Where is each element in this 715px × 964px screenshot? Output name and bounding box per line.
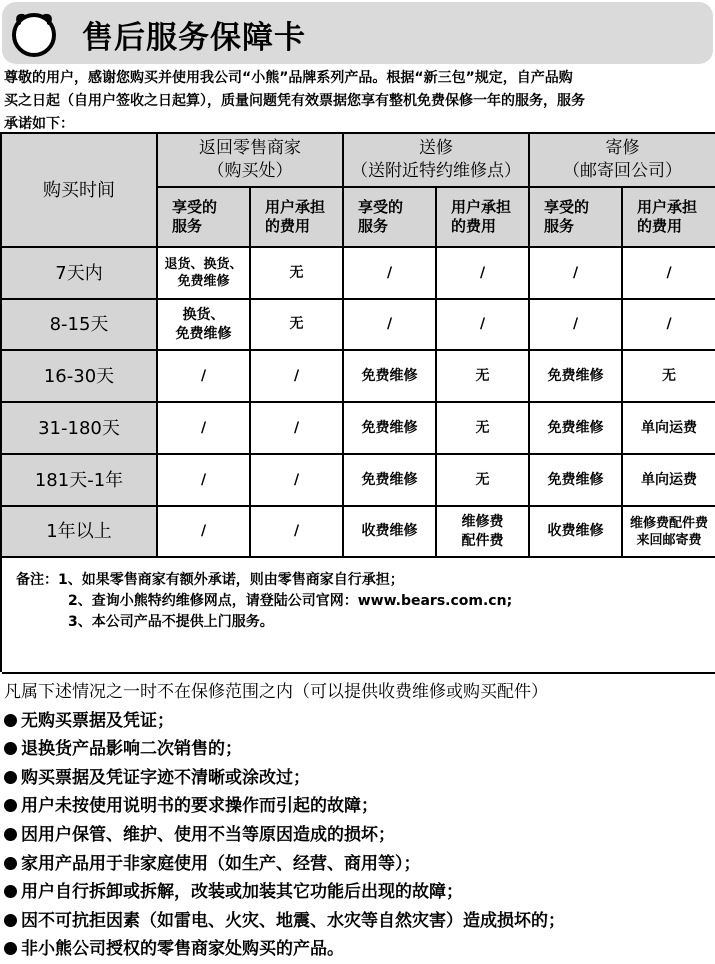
subheader-fee (623, 188, 715, 248)
table-cell (437, 248, 530, 300)
header-group-0 (158, 134, 344, 188)
table-cell (158, 248, 251, 300)
notes-label: 备注： (16, 572, 58, 588)
cell-line: / (479, 316, 486, 332)
cell-line: / (293, 367, 300, 384)
cell-line: 用户承担 (265, 198, 326, 216)
cell-line: 免费维修 (361, 367, 418, 384)
bullet-icon (4, 942, 17, 955)
cell-line: 无 (475, 419, 490, 436)
table-cell-text (480, 315, 485, 334)
cell-line: 31-180天 (38, 417, 120, 439)
header-group-0-text (199, 137, 301, 183)
cell-line: 享受的 (544, 198, 590, 216)
header-banner (2, 2, 713, 64)
cell-line: 维修费配件费 (629, 515, 708, 531)
table-cell (251, 403, 344, 455)
cell-line: 免费维修 (547, 367, 604, 384)
cell-line: 用户承担 (451, 198, 512, 216)
table-cell-text (201, 367, 206, 386)
bullet-icon (4, 914, 17, 927)
table-cell-text (362, 471, 418, 490)
note-line-2: 2、查询小熊特约维修网点，请登陆公司官网：www.bears.com.cn; (68, 593, 513, 609)
subheader-service (344, 188, 437, 248)
exclusion-item (4, 878, 565, 907)
subheader-fee-text (637, 198, 697, 236)
note-line-1 (16, 570, 512, 591)
row-label-text (38, 419, 120, 438)
cell-line: 无 (662, 367, 676, 384)
exclusion-item (4, 764, 565, 793)
table-cell-text (630, 515, 708, 549)
table-cell (158, 507, 251, 558)
cell-line: 服务 (358, 217, 389, 235)
table-cell-text (290, 264, 304, 283)
table-cell-text (201, 419, 206, 438)
bullet-icon (4, 857, 17, 870)
note-line-3: 3、本公司产品不提供上门服务。 (68, 614, 274, 630)
intro-paragraph (4, 67, 714, 136)
table-cell (623, 248, 715, 300)
table-cell (530, 248, 623, 300)
cell-line: 退货、换货、 (164, 257, 243, 272)
cell-line: 服务 (544, 217, 575, 235)
table-cell-text (548, 471, 604, 490)
cell-line: 维修费 (461, 513, 504, 530)
table-cell-text (462, 513, 504, 551)
table-cell-text (573, 264, 578, 283)
exclusion-text: 用户未按使用说明书的要求操作而引起的故障； (21, 796, 378, 817)
cell-line: 8-15天 (49, 314, 109, 335)
exclusion-item (4, 707, 565, 736)
bullet-icon (4, 885, 17, 898)
cell-line: 单向运费 (641, 471, 697, 488)
bullet-icon (4, 771, 17, 784)
table-cell (530, 455, 623, 507)
table-cell (623, 455, 715, 507)
table-cell (251, 248, 344, 300)
table-cell-text (201, 522, 206, 541)
cell-line: / (200, 523, 207, 539)
cell-line: （邮寄回公司） (563, 161, 682, 181)
subheader-fee (251, 188, 344, 248)
bullet-icon (4, 828, 17, 841)
bullet-icon (4, 742, 17, 755)
cell-line: / (666, 264, 672, 281)
cell-line: 无 (289, 316, 304, 332)
table-cell-text (201, 471, 206, 490)
cell-line: 免费维修 (361, 471, 418, 488)
table-cell (530, 351, 623, 403)
bear-logo-icon (10, 10, 58, 58)
row-label (2, 351, 158, 403)
table-cell-text (362, 522, 418, 541)
table-cell-text (476, 367, 490, 386)
table-cell (344, 455, 437, 507)
table-cell (344, 507, 437, 558)
header-purchase-time (2, 134, 158, 248)
exclusion-text: 购买票据及凭证字迹不清晰或涂改过； (21, 767, 310, 788)
subheader-service-text (544, 198, 589, 236)
cell-line: / (666, 316, 672, 332)
cell-line: 1年以上 (46, 521, 112, 542)
table-cell (623, 507, 715, 558)
table-cell-text (662, 367, 676, 386)
cell-line: 181天-1年 (34, 469, 124, 491)
table-cell-text (176, 306, 232, 344)
cell-line: 免费维修 (547, 419, 604, 436)
header-purchase-time-text (43, 179, 115, 202)
cell-line: / (293, 523, 300, 539)
table-cell-text (476, 419, 490, 438)
table-cell (344, 403, 437, 455)
table-cell-text (294, 522, 299, 541)
row-label-text (46, 522, 111, 541)
exclusions-section (4, 678, 565, 964)
subheader-service (158, 188, 251, 248)
exclusion-text: 因不可抗拒因素（如雷电、火灾、地震、水灾等自然灾害）造成损坏的； (21, 910, 565, 931)
row-label-text (50, 315, 109, 334)
cell-line: / (479, 264, 486, 281)
table-cell (158, 455, 251, 507)
table-cell-text (294, 419, 299, 438)
exclusion-text: 非小熊公司授权的零售商家处购买的产品。 (21, 939, 344, 960)
subheader-fee-text (451, 198, 511, 236)
intro-line: 承诺如下： (4, 116, 74, 132)
subheader-service-text (358, 198, 403, 236)
cell-line: 收费维修 (361, 523, 418, 539)
bullet-icon (4, 799, 17, 812)
table-cell-text (294, 471, 299, 490)
bullet-icon (4, 714, 17, 727)
subheader-service-text (172, 198, 217, 236)
row-label (2, 403, 158, 455)
table-cell (623, 300, 715, 351)
table-cell (530, 403, 623, 455)
cell-line: 的费用 (637, 217, 683, 235)
cell-line: 免费维修 (177, 274, 230, 289)
exclusion-item (4, 850, 565, 879)
table-cell (530, 507, 623, 558)
cell-line: / (293, 419, 300, 436)
cell-line: 收费维修 (547, 523, 604, 539)
exclusion-item (4, 792, 565, 821)
cell-line: 配件费 (461, 532, 504, 549)
row-label-text (44, 367, 114, 386)
cell-line: 无 (475, 471, 490, 488)
table-cell-text (476, 471, 490, 490)
exclusion-text: 退换货产品影响二次销售的； (21, 739, 242, 760)
table-cell-text (641, 419, 697, 438)
cell-line: 享受的 (358, 198, 404, 216)
exclusion-item (4, 821, 565, 850)
table-cell-text (362, 367, 418, 386)
table-cell (437, 351, 530, 403)
cell-line: 购买时间 (43, 179, 115, 201)
table-cell (437, 455, 530, 507)
table-cell (251, 351, 344, 403)
cell-line: 免费维修 (547, 471, 604, 488)
table-cell-text (387, 264, 392, 283)
cell-line: / (386, 316, 393, 332)
cell-line: 用户承担 (637, 198, 698, 216)
intro-line: 买之日起（自用户签收之日起算），质量问题凭有效票据您享有整机免费保修一年的服务，服务 (4, 93, 585, 109)
table-cell (344, 248, 437, 300)
intro-line: 尊敬的用户，感谢您购买并使用我公司“小熊”品牌系列产品。根据“新三包”规定，自产品购 (4, 70, 573, 86)
cell-line: 7天内 (55, 262, 103, 284)
table-cell (437, 300, 530, 351)
table-cell (344, 351, 437, 403)
row-label (2, 248, 158, 300)
cell-line: 免费维修 (361, 419, 418, 436)
cell-line: 的费用 (451, 217, 497, 235)
cell-line: 免费维修 (175, 325, 232, 342)
cell-line: / (572, 264, 579, 281)
cell-line: / (200, 419, 207, 436)
row-label-text (55, 264, 102, 283)
cell-line: 16-30天 (43, 365, 115, 387)
exclusions-heading: 凡属下述情况之一时不在保修范围之内（可以提供收费维修或购买配件） (4, 682, 548, 702)
subheader-fee-text (265, 198, 325, 236)
table-cell-text (294, 367, 299, 386)
table-cell-text (666, 264, 671, 283)
table-cell (623, 351, 715, 403)
table-cell-text (387, 315, 392, 334)
table-cell (158, 403, 251, 455)
table-cell (623, 403, 715, 455)
table-cell-text (480, 264, 485, 283)
exclusion-text: 无购买票据及凭证； (21, 710, 174, 731)
cell-line: （购买处） (207, 161, 293, 181)
header-group-1-text (351, 137, 521, 183)
exclusion-text: 因用户保管、维护、使用不当等原因造成的损坏； (21, 824, 395, 845)
cell-line: 单向运费 (641, 419, 697, 436)
cell-line: / (200, 471, 207, 488)
exclusion-item (4, 935, 565, 964)
exclusion-item (4, 735, 565, 764)
subheader-service (530, 188, 623, 248)
table-cell (437, 403, 530, 455)
cell-line: / (293, 471, 300, 488)
row-label (2, 300, 158, 351)
table-cell-text (548, 367, 604, 386)
cell-line: 换货、 (182, 306, 225, 323)
exclusion-text: 家用产品用于非家庭使用（如生产、经营、商用等）； (21, 853, 421, 874)
table-cell-text (548, 522, 604, 541)
subheader-fee (437, 188, 530, 248)
cell-line: 返回零售商家 (199, 138, 301, 158)
header-group-1 (344, 134, 530, 188)
cell-line: / (572, 316, 579, 332)
table-cell-text (362, 419, 418, 438)
table-cell (251, 455, 344, 507)
table-cell-text (164, 256, 242, 290)
cell-line: 来回邮寄费 (636, 532, 702, 548)
table-cell-text (548, 419, 604, 438)
table-cell-text (666, 315, 671, 334)
cell-line: 寄修 (605, 138, 640, 158)
table-cell (251, 300, 344, 351)
table-cell (530, 300, 623, 351)
cell-line: / (386, 264, 393, 281)
table-cell (158, 300, 251, 351)
row-label (2, 455, 158, 507)
cell-line: 享受的 (172, 198, 218, 216)
cell-line: （送附近特约维修点） (351, 161, 521, 181)
note-item: 1、如果零售商家有额外承诺，则由零售商家自行承担； (58, 572, 404, 588)
exclusions-list (4, 707, 565, 964)
table-cell (158, 351, 251, 403)
header-group-2 (530, 134, 715, 188)
cell-line: 无 (289, 264, 304, 281)
table-cell (437, 507, 530, 558)
table-cell (344, 300, 437, 351)
cell-line: 送修 (419, 138, 453, 158)
cell-line: 服务 (172, 217, 203, 235)
page-title: 售后服务保障卡 (82, 20, 306, 56)
table-cell-text (641, 471, 697, 490)
exclusion-item (4, 907, 565, 936)
cell-line: 无 (475, 367, 490, 384)
row-label-text (35, 471, 123, 490)
row-label (2, 507, 158, 558)
table-cell-text (290, 315, 304, 334)
notes-section (16, 570, 512, 633)
table-cell (251, 507, 344, 558)
cell-line: / (200, 367, 207, 384)
header-group-2-text (563, 137, 682, 183)
exclusion-text: 用户自行拆卸或拆解，改装或加装其它功能后出现的故障； (21, 882, 463, 903)
cell-line: 的费用 (265, 217, 311, 235)
table-cell-text (573, 315, 578, 334)
